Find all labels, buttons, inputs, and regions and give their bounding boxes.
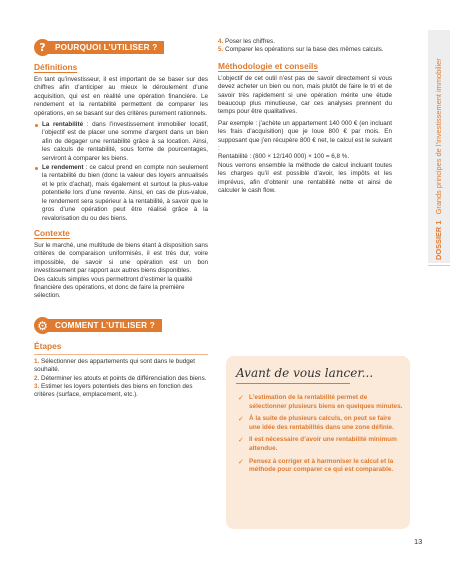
step-number: 2.	[34, 374, 40, 382]
definitions-list	[34, 121, 208, 223]
gear-icon: ⚙	[34, 317, 51, 334]
list-item	[238, 394, 404, 411]
methodo-p4: Nous verrons ensemble la méthode de calcul incluant toutes les charges qu’il est possible d’avoir, les impôts et les imprévus, afin d’obtenir une rentabilité nette et ainsi de calculer le cash flow.	[218, 161, 392, 195]
section-header-why	[34, 38, 208, 56]
list-item	[218, 38, 392, 46]
sidebar-dossier: DOSSIER 1	[434, 220, 443, 260]
check-icon: ✓	[238, 394, 244, 402]
definitions-intro: En tant qu’investisseur, il est important de se baser sur des chiffres afin d’anticiper au mieux le déroulement d’une acquisition, qui est en réalité une opération financière. Le rendement et la rentabilité permettent de comparer les opérations, en se basant sur des critères purement rationnels.	[34, 76, 208, 117]
left-column	[34, 38, 208, 400]
step-text: Déterminer les atouts et points de différenciation des biens.	[39, 374, 207, 382]
check-icon: ✓	[238, 415, 244, 424]
tip-text: Il est nécessaire d’avoir une rentabilité minimum attendue.	[249, 436, 397, 452]
list-item	[34, 358, 208, 375]
page-number: 13	[414, 537, 423, 546]
list-item	[34, 121, 208, 163]
tip-box	[226, 356, 410, 529]
dossier-sidebar	[428, 30, 450, 263]
contexte-p2: Des calculs simples vous permettront d’estimer la qualité financière des opérations, et donc de faire la première sélection.	[34, 275, 193, 300]
sidebar-title: Grands principes de l’investissement immobilier	[434, 58, 443, 215]
check-icon: ✓	[238, 436, 244, 445]
list-item	[34, 375, 208, 383]
step-text: Poser les chiffres.	[223, 38, 275, 45]
list-item	[218, 46, 392, 54]
heading-contexte: Contexte	[34, 227, 70, 238]
bullet-text: : dans l’investissement immobilier locatif, l’objectif est de placer une somme d’argent dans un bien afin de dégager une rentabilité grâce à sa location. Ainsi, les calculs de rentabilité, sous forme de pourcentages, serviront à comparer les biens.	[42, 121, 208, 162]
section-title-why: POURQUOI L’UTILISER ?	[45, 41, 164, 54]
methodo-formula: Rentabilité : (800 × 12/140 000) × 100 = 6,8 %.	[218, 153, 350, 161]
list-item	[34, 164, 208, 223]
methodo-p2: Par exemple : j’achète un appartement 140 000 € (en incluant les frais d’acquisition) que je loue 800 € par mois. En supposant que j’en récupère 800 € net, le calcul est le suivant :	[218, 119, 392, 153]
section-header-how	[34, 317, 208, 335]
tip-text: À la suite de plusieurs calculs, on peut se faire une idée des rentabilités dans une zone définie.	[249, 415, 394, 431]
list-item	[34, 383, 208, 400]
tip-text: L’estimation de la rentabilité permet de sélectionner plusieurs biens en quelques minutes.	[249, 394, 403, 410]
tip-title: Avant de vous lancer...	[236, 366, 374, 380]
step-number: 4.	[218, 38, 224, 45]
list-item	[238, 436, 404, 453]
list-item	[238, 458, 404, 475]
right-column	[218, 38, 392, 196]
methodo-p1: L’objectif de cet outil n’est pas de savoir directement si vous devez acheter un bien ou non, mais plutôt de faire le tri et de savoir très rapidement si une opération mérite une étude beaucoup plus minutieuse, car ces analyses prennent du temps pour être qualitatives.	[218, 74, 392, 116]
bullet-text: : ce calcul prend en compte non seulement la rentabilité du bien (donc la valeur des loyers annualisés et le prix d’achat), mais également et surtout la plus-value potentielle lors d’une revente. Ainsi, en cas de plus-value, le rendement sera supérieur à la rentabilité, à savoir que le gros d’une opération peut être réalisé grâce à la revalorisation du ou des biens.	[42, 164, 209, 222]
step-number: 5.	[218, 46, 224, 54]
term-rendement: Le rendement	[42, 164, 84, 172]
tip-list	[238, 394, 404, 479]
term-rentabilite: La rentabilité	[42, 121, 84, 129]
step-text: Comparer les opérations sur la base des mêmes calculs.	[223, 46, 384, 54]
step-number: 1.	[34, 357, 40, 365]
list-item	[238, 415, 404, 432]
question-icon: ?	[34, 39, 51, 56]
check-icon: ✓	[238, 457, 244, 466]
tip-text: Pensez à corriger et à harmoniser le calcul et la méthode pour comparer ce qui est comparable.	[249, 457, 394, 474]
section-title-how: COMMENT L’UTILISER ?	[45, 319, 162, 332]
step-number: 3.	[34, 382, 40, 390]
heading-etapes: Étapes	[34, 340, 62, 351]
step-text: Estimer les loyers potentiels des biens en fonction des critères (surface, emplacement, etc.).	[34, 382, 193, 399]
heading-methodo: Méthodologie et conseils	[218, 60, 319, 71]
sidebar-label	[433, 58, 445, 260]
tip-title-underline	[236, 383, 350, 384]
step-text: Sélectionner des appartements qui sont dans le budget souhaité.	[34, 357, 196, 374]
sidebar-divider	[428, 265, 450, 266]
etapes-underline	[34, 354, 208, 355]
heading-definitions: Définitions	[34, 62, 78, 72]
contexte-p1: Sur le marché, une multitude de biens étant à disposition sans critères de comparaison uniformisés, il est très dur, voire impossible, de savoir si une opération est un bon investissement par rapport aux autres biens disponibles.	[34, 241, 208, 275]
